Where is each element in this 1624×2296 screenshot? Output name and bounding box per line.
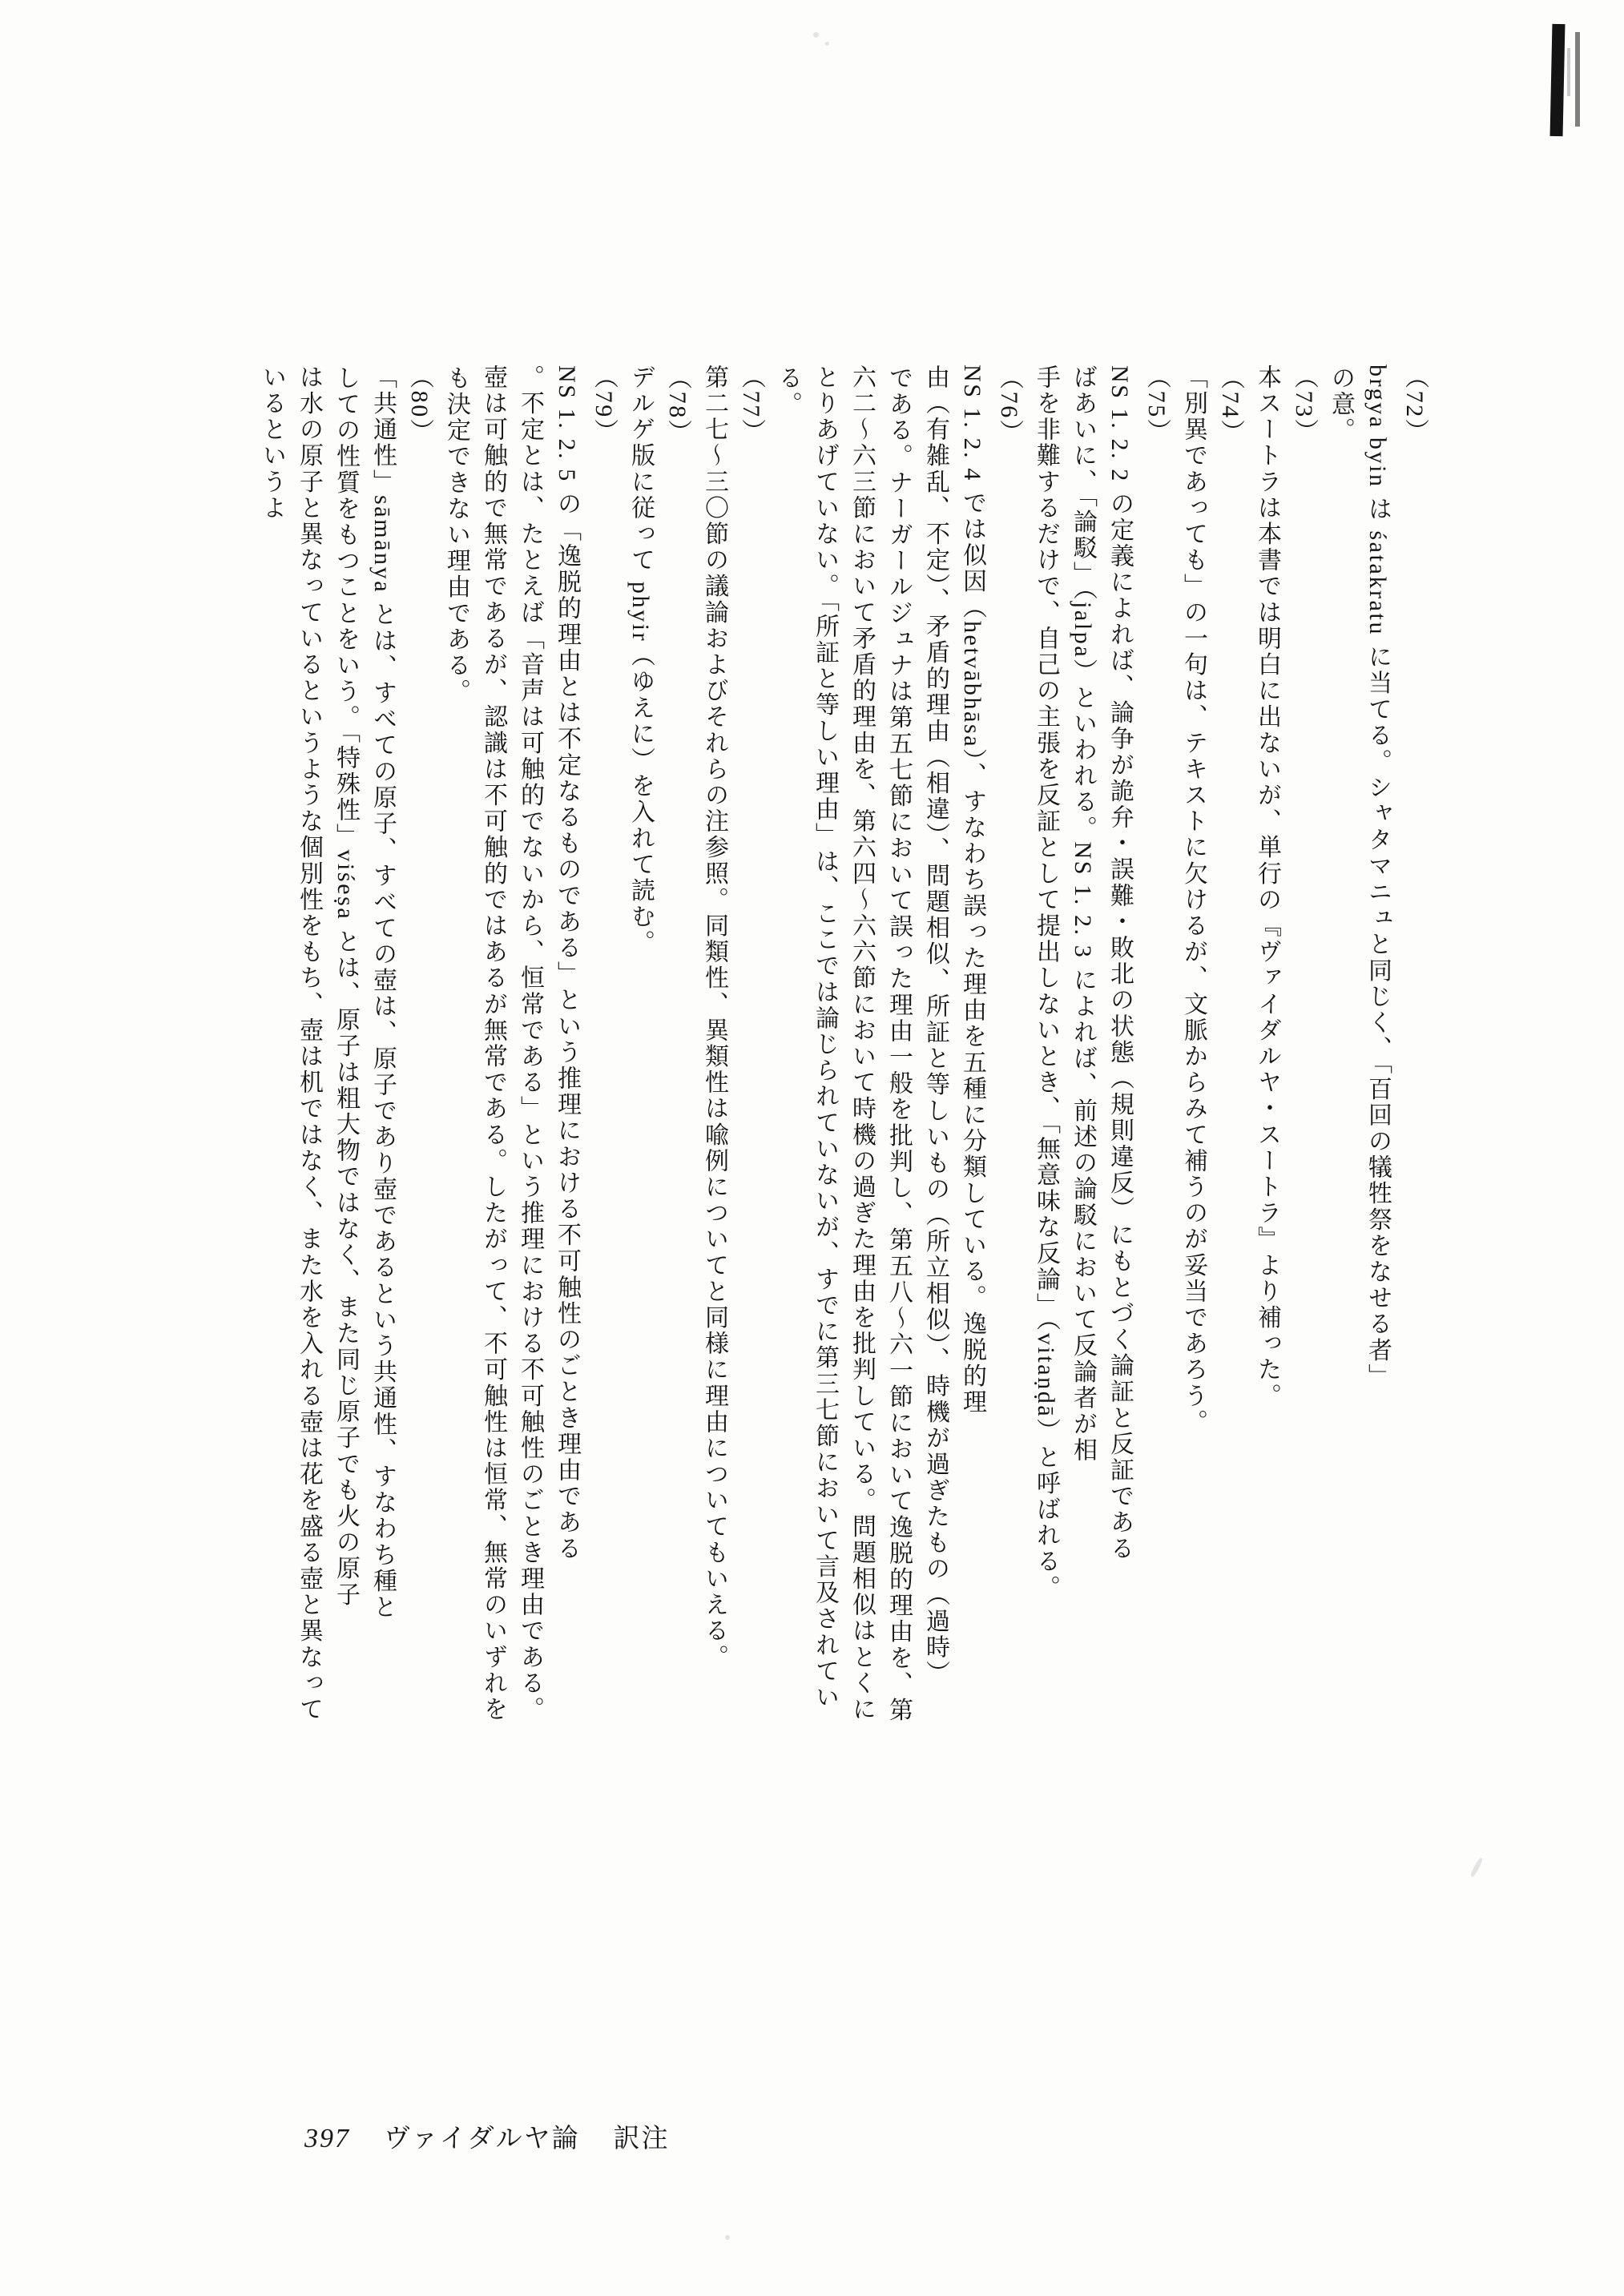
note-line-continuation: も決定できない理由である。 bbox=[443, 365, 469, 705]
note-line-continuation: 由（有雑乱、不定）、矛盾的理由（相違）、問題相似、所証と等しいもの（所立相似）、時機が過ぎたもの（過時） bbox=[922, 365, 949, 1687]
scan-ink-mark bbox=[1567, 48, 1570, 96]
note-line: （76） bbox=[996, 365, 1022, 446]
scan-artifact-mark-secondary bbox=[1575, 32, 1580, 127]
note-line: NS 1. 2. 2 の定義によれば、論争が詭弁・誤難・敗北の状態（規則違反）にもとづく論証と反証である bbox=[1106, 365, 1133, 1562]
note-line: 本スートラは本書では明白に出ないが、単行の『ヴァイダルヤ・スートラ』より補った。 bbox=[1254, 365, 1280, 1409]
note-line: （75） bbox=[1143, 365, 1170, 445]
running-footer bbox=[304, 2117, 670, 2155]
note-line-continuation: いるというよ bbox=[259, 365, 285, 522]
note-line: （73） bbox=[1291, 365, 1317, 445]
note-line-continuation: とりあげていない。「所証と等しい理由」は、ここでは論じられていないが、すでに第三七節において言及されてい bbox=[812, 365, 838, 1711]
running-title: ヴァイダルヤ論 bbox=[384, 2125, 580, 2153]
note-line-continuation: である。ナーガールジュナは第五七節において誤った理由一般を批判し、第五八〜六一節において逸脱的理由を、第 bbox=[885, 365, 912, 1724]
page-number: 397 bbox=[304, 2124, 350, 2153]
note-line: （80） bbox=[406, 365, 433, 445]
note-line: 「別異であっても」の一句は、テキストに欠けるが、文脈からみて補うのが妥当であろう。 bbox=[1180, 365, 1207, 1436]
note-line-continuation: の意。 bbox=[1328, 365, 1354, 444]
note-line: brgya byin は śatakratu に当てる。シャタマニュと同じく、「百回の犠牲祭をなせる者」 bbox=[1364, 365, 1391, 1390]
note-line: （78） bbox=[664, 365, 691, 446]
note-line: 「共通性」sāmānya とは、すべての原子、すべての壺は、原子であり壺であるという共通性、すなわち種と bbox=[369, 365, 396, 1621]
note-line: （77） bbox=[738, 365, 764, 445]
note-line: （72） bbox=[1401, 365, 1428, 445]
note-line-continuation: 手を非難するだけで、自己の主張を反証として提出しないとき、「無意味な反論」（vitaṇḍā）と呼ばれる。 bbox=[1033, 365, 1059, 1601]
note-line-continuation: 。不定とは、たとえば「音声は可触的でないから、恒常である」という推理における不可触性のごとき理由である。 bbox=[517, 365, 543, 1723]
note-line: （74） bbox=[1217, 365, 1243, 446]
note-line-continuation: ばあいに、「論駁」（jalpa）といわれる。NS 1. 2. 3 によれば、前述の論駁において反論者が相 bbox=[1070, 365, 1096, 1464]
note-line-continuation: しての性質をもつことをいう。「特殊性」viśeṣa とは、原子は粗大物ではなく、また同じ原子でも火の原子 bbox=[332, 365, 359, 1609]
note-line: NS 1. 2. 5 の「逸脱的理由とは不定なるものである」という推理における不可触性のごとき理由である bbox=[554, 365, 580, 1562]
note-line-continuation: 六二〜六三節において矛盾的理由を、第六四〜六六節において時機の過ぎた理由を批判している。問題相似はとくに bbox=[848, 365, 875, 1723]
scan-artifact-mark bbox=[1550, 24, 1566, 136]
note-line-continuation: 壺は可触的で無常であるが、認識は不可触的ではあるが無常である。したがって、不可触性は恒常、無常のいずれを bbox=[480, 365, 506, 1723]
note-line: 第二七〜三〇節の議論およびそれらの注参照。同類性、異類性は喩例についてと同様に理由についてもいえる。 bbox=[701, 365, 727, 1670]
note-line: （79） bbox=[590, 365, 617, 445]
scan-speckle bbox=[725, 2235, 730, 2240]
scan-speckle bbox=[825, 42, 829, 46]
scan-speckle bbox=[813, 32, 819, 38]
note-line-continuation: る。 bbox=[775, 365, 801, 418]
note-line: NS 1. 2. 4 では似因（hetvābhāsa）、すなわち誤った理由を五種に分類している。逸脱的理 bbox=[959, 365, 985, 1416]
note-line-continuation: は水の原子と異なっているというような個別性をもち、壺は机ではなく、また水を入れる壺は花を盛る壺と異なって bbox=[296, 365, 322, 1723]
note-line: デルゲ版に従って phyir（ゆえに）を入れて読む。 bbox=[627, 365, 654, 957]
scan-speckle bbox=[1469, 1857, 1484, 1878]
vertical-text-body bbox=[240, 365, 1426, 2023]
running-section-label: 訳注 bbox=[613, 2125, 670, 2153]
